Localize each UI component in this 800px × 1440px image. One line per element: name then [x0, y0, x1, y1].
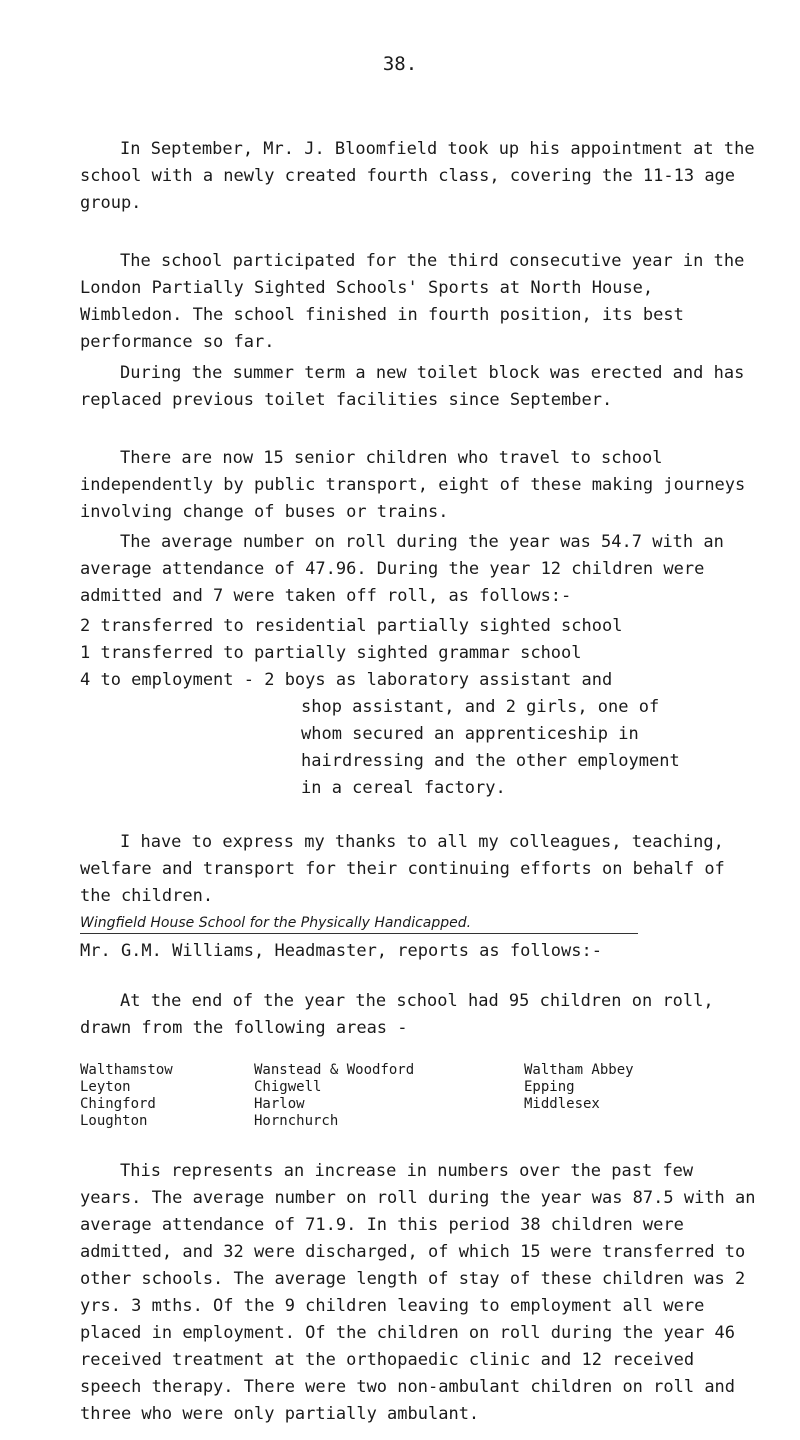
area-item: Harlow	[254, 1096, 305, 1112]
area-item: Waltham Abbey	[524, 1062, 634, 1078]
area-item: Middlesex	[524, 1096, 600, 1112]
paragraph-final-summary: This represents an increase in numbers over the past few years. The average number on roll during the year was 87.5 with an average attendance of 71.9. In this period 38 children were admitted, and 32 were discharged, of which 15 were transferred to other schools. The average length of stay of these children was 2 yrs. 3 mths. Of the 9 children leaving to employment all were placed in employment. Of the children on roll during the year 46 received treatment at the orthopaedic clinic and 12 received speech therapy. There were two non-ambulant children on roll and three who were only partially ambulant.	[80, 1161, 756, 1424]
area-item: Loughton	[80, 1113, 148, 1129]
list-item-continuation: in a cereal factory.	[301, 778, 506, 798]
paragraph-toilet-block: During the summer term a new toilet block was erected and has replaced previous toilet facilities since September.	[80, 363, 745, 410]
area-item: Epping	[524, 1079, 575, 1095]
list-item: 4 to employment - 2 boys as laboratory assistant and	[80, 670, 613, 690]
list-item: 2 transferred to residential partially sighted school	[80, 616, 623, 636]
areas-column-col2	[254, 1062, 414, 1130]
area-item: Chingford	[80, 1096, 156, 1112]
paragraph-sports: The school participated for the third consecutive year in the London Partially Sighted Schools' Sports at North House, Wimbledon. The school finished in fourth position, its best performance so far.	[80, 251, 745, 352]
report-intro: Mr. G.M. Williams, Headmaster, reports as follows:-	[80, 941, 602, 961]
paragraph-roll-statistics: The average number on roll during the year was 54.7 with an average attendance of 47.96. During the year 12 children were admitted and 7 were taken off roll, as follows:-	[80, 532, 724, 606]
section-heading: Wingfield House School for the Physically Handicapped.	[80, 915, 472, 931]
area-item: Leyton	[80, 1079, 131, 1095]
areas-column-col3	[524, 1062, 634, 1113]
paragraph-roll-areas: At the end of the year the school had 95 children on roll, drawn from the following areas -	[80, 991, 714, 1038]
area-item: Chigwell	[254, 1079, 322, 1095]
areas-column-col1	[80, 1062, 173, 1130]
area-item: Walthamstow	[80, 1062, 173, 1078]
paragraph-transport: There are now 15 senior children who travel to school independently by public transport, eight of these making journeys involving change of buses or trains.	[80, 448, 746, 522]
area-item: Hornchurch	[254, 1113, 339, 1129]
area-item: Wanstead & Woodford	[254, 1062, 415, 1078]
list-item-continuation: whom secured an apprenticeship in	[301, 724, 639, 744]
list-item-continuation: hairdressing and the other employment	[301, 751, 680, 771]
paragraph-thanks: I have to express my thanks to all my colleagues, teaching, welfare and transport for their continuing efforts on behalf of the children.	[80, 832, 725, 906]
list-item-continuation: shop assistant, and 2 girls, one of	[301, 697, 660, 717]
paragraph-appointment: In September, Mr. J. Bloomfield took up his appointment at the school with a newly created fourth class, covering the 11-13 age group.	[80, 139, 755, 213]
page-number: 38.	[382, 53, 418, 75]
list-item: 1 transferred to partially sighted grammar school	[80, 643, 582, 663]
heading-underline	[80, 933, 638, 934]
